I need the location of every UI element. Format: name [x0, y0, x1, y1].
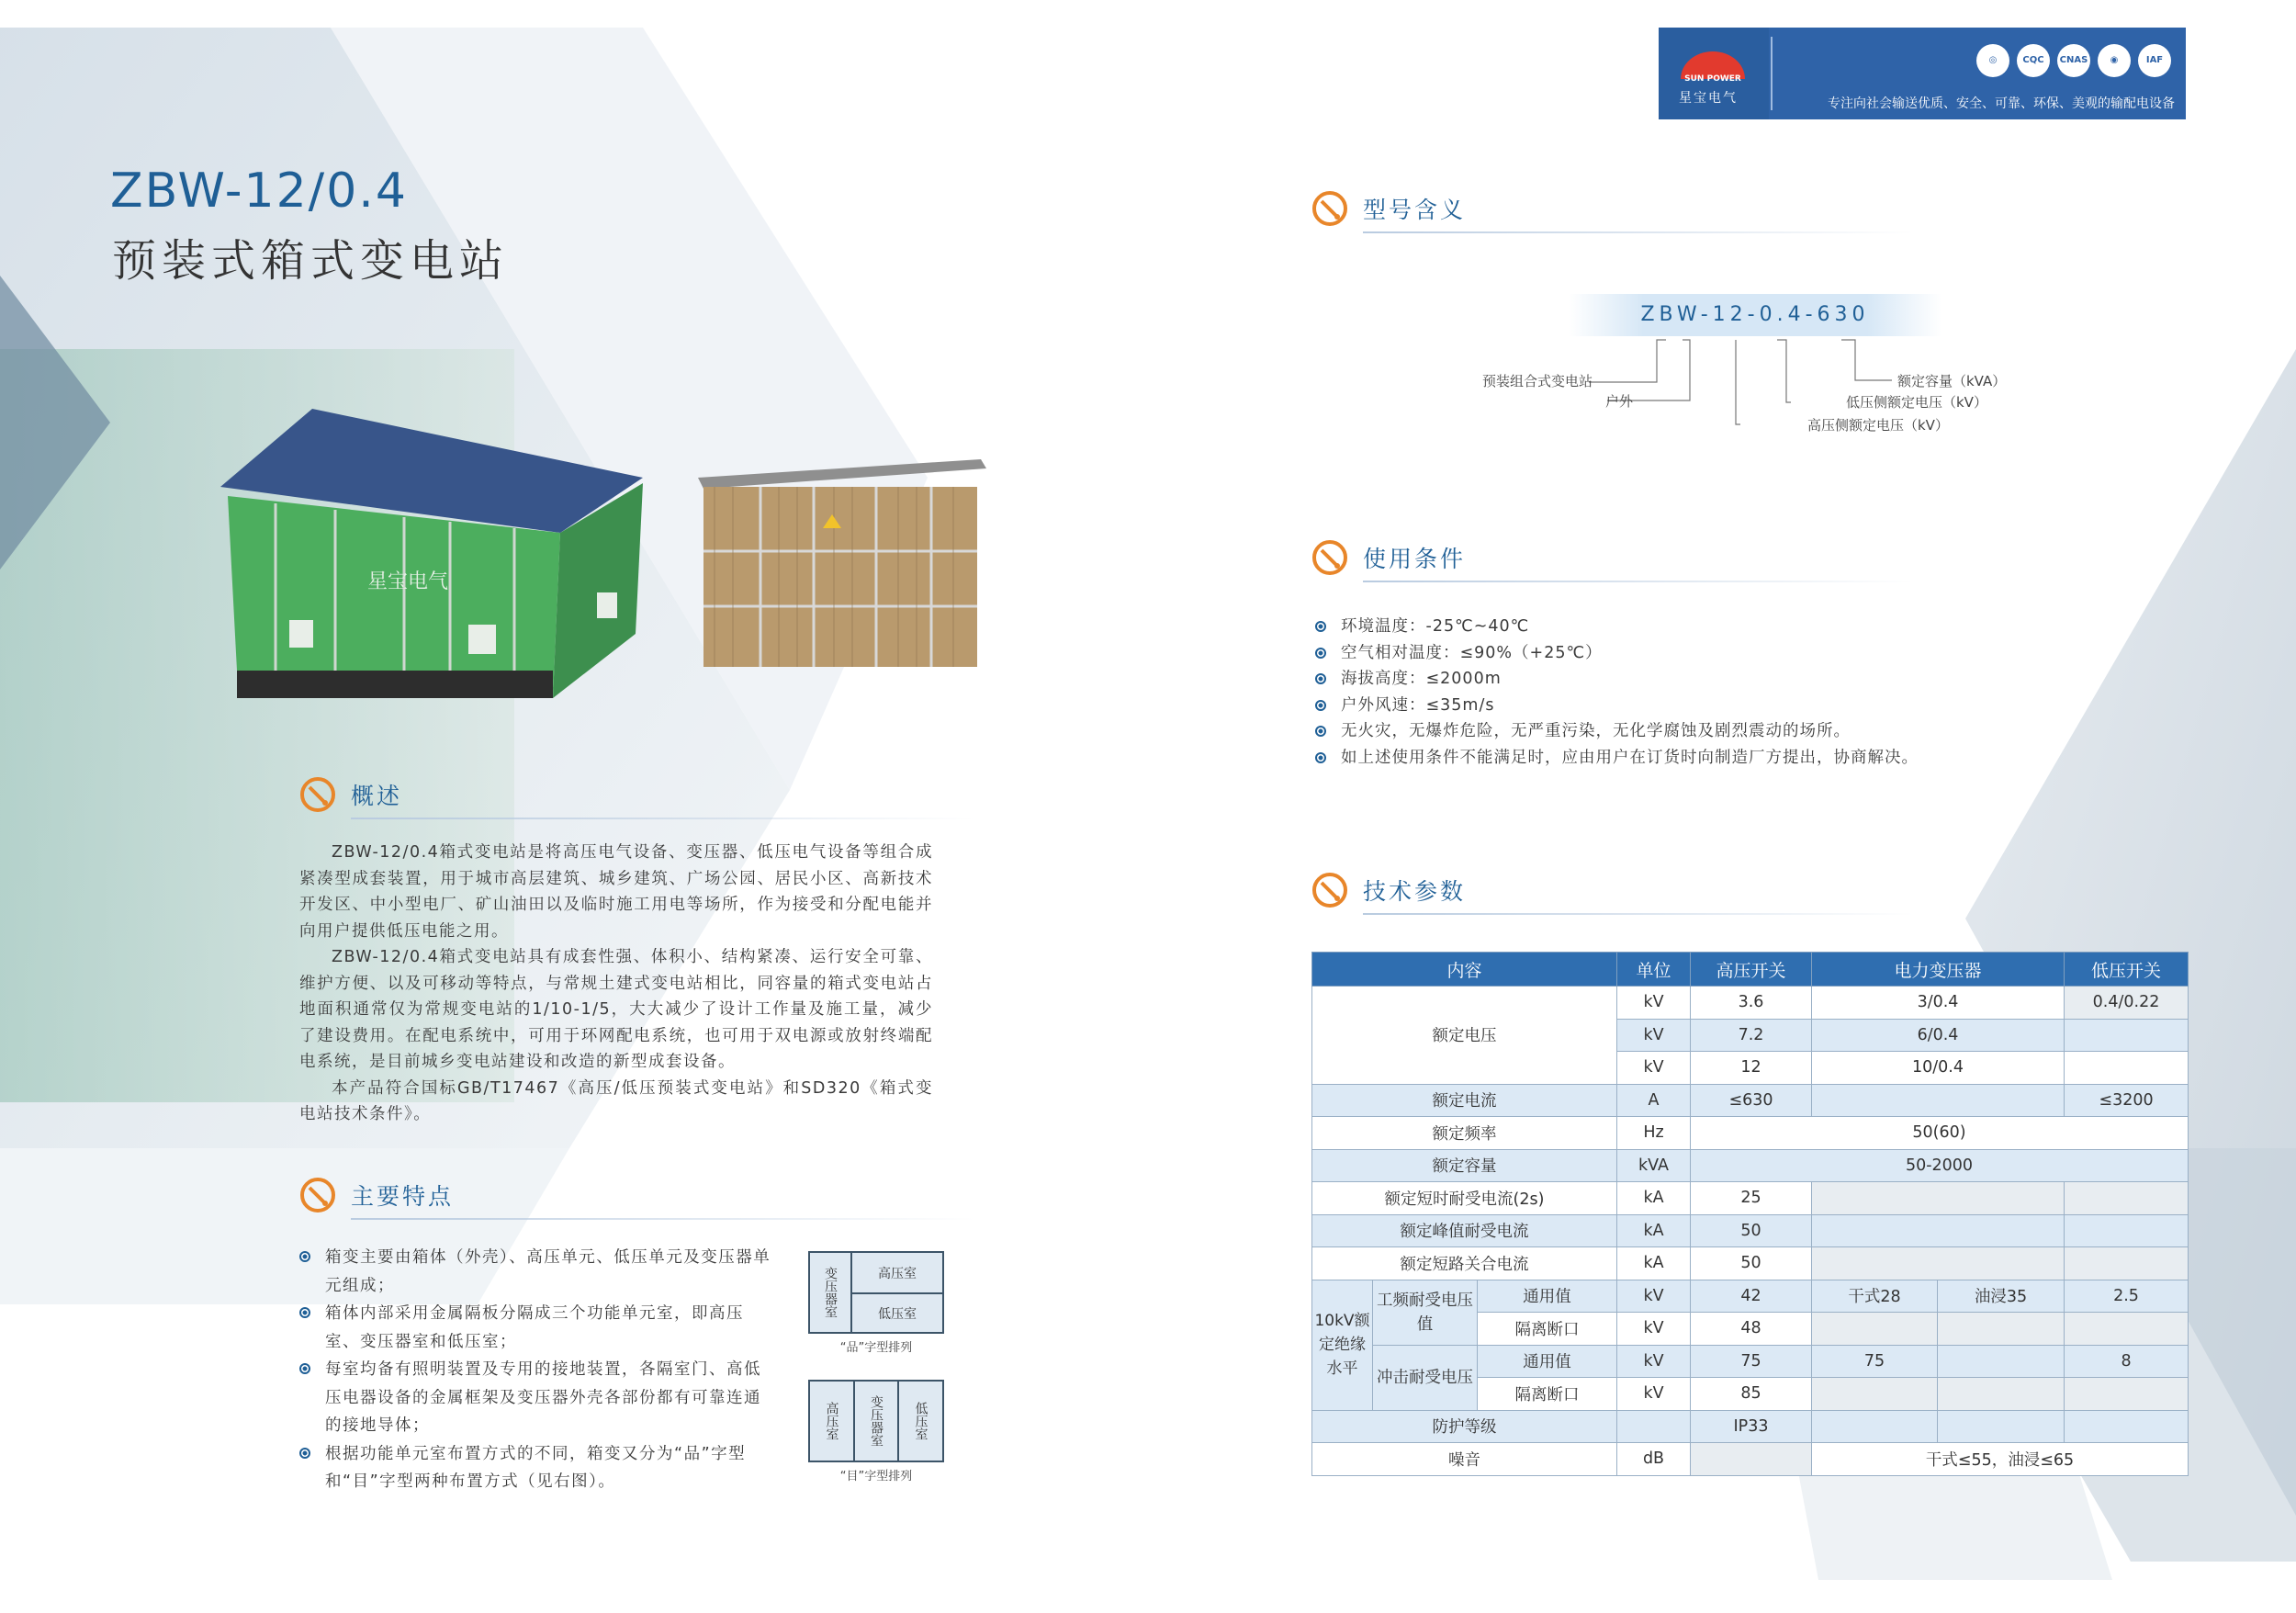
table-row: 10kV额定绝缘水平 工频耐受电压值 通用值 kV 42 干式28 油浸35 2.5: [1312, 1280, 2189, 1313]
mu-lv-room: 低压室: [913, 1402, 929, 1440]
cabinet-brand-text: 星宝电气: [367, 570, 449, 593]
overview-heading: [299, 772, 402, 818]
overview-paragraph-3: 本产品符合国标GB/T17467《高压/低压预装式变电站》和SD320《箱式变电站技术条件》。: [299, 1078, 933, 1123]
cert-4-icon: ◉: [2098, 44, 2131, 77]
table-row: 隔离断口 kV 48: [1312, 1313, 2189, 1346]
table-row: 隔离断口 kV 85: [1312, 1378, 2189, 1411]
model-heading: [1311, 186, 1466, 231]
cert-1-icon: ◎: [1976, 44, 2009, 77]
svg-text:SUN POWER: SUN POWER: [1684, 74, 1741, 84]
bullet-icon: [1315, 700, 1326, 711]
product-model-title: ZBW-12/0.4: [110, 164, 408, 219]
table-row: kV 12 10/0.4: [1312, 1052, 2189, 1085]
overview-paragraph-1: ZBW-12/0.4箱式变电站是将高压电气设备、变压器、低压电气设备等组合成紧凑型成套装置，用于城市高层建筑、城乡建筑、广场公园、居民小区、高新技术开发区、中小型电厂、矿山油田以及临时施工用电等场所，作为接受和分配电能并向用户提供低压电能之用。: [299, 843, 933, 941]
col-header-lv-switch: 低压开关: [2065, 953, 2189, 987]
pin-hv-room: 高压室: [852, 1253, 942, 1294]
table-row: kV 7.2 6/0.4: [1312, 1019, 2189, 1052]
wrench-icon: [1311, 539, 1348, 576]
conditions-list: [1315, 614, 2142, 772]
col-header-unit: 单位: [1617, 953, 1691, 987]
pin-transformer-room: 变压器室: [810, 1253, 852, 1332]
features-heading-label: 主要特点: [351, 1183, 455, 1210]
overview-text: [299, 840, 933, 1128]
pin-lv-room: 低压室: [878, 1306, 917, 1322]
bullet-icon: [299, 1251, 310, 1262]
bullet-icon: [1315, 673, 1326, 684]
list-item: 海拔高度：≤2000m: [1315, 666, 2142, 693]
product-name-title: 预装式箱式变电站: [112, 235, 510, 287]
table-row: 额定短时耐受电流(2s) kA 25: [1312, 1182, 2189, 1215]
bullet-icon: [1315, 621, 1326, 632]
table-row: 额定峰值耐受电流 kA 50: [1312, 1214, 2189, 1247]
model-label-combined: 预装组合式变电站: [1482, 373, 1593, 389]
model-label-lv-voltage: 低压侧额定电压（kV）: [1846, 394, 1987, 411]
wrench-icon: [299, 1177, 336, 1213]
model-label-outdoor: 户外: [1605, 393, 1634, 410]
pin-layout-diagram: [808, 1251, 944, 1334]
features-heading: [299, 1172, 454, 1218]
wood-substation-photo: [696, 459, 990, 676]
col-header-hv-switch: 高压开关: [1691, 953, 1812, 987]
col-header-content: 内容: [1312, 953, 1617, 987]
list-item: 环境温度：-25℃~40℃: [1315, 614, 2142, 640]
table-header-row: [1312, 953, 2189, 987]
pin-layout-caption: “品”字型排列: [839, 1341, 913, 1355]
wrench-icon: [1311, 190, 1348, 227]
bullet-icon: [299, 1307, 310, 1318]
bullet-icon: [1315, 648, 1326, 659]
tech-spec-table: [1311, 952, 2189, 1476]
mu-layout-diagram: [808, 1380, 944, 1462]
table-row: 防护等级 IP33: [1312, 1410, 2189, 1443]
bullet-icon: [1315, 752, 1326, 763]
mu-hv-room: 高压室: [810, 1382, 855, 1461]
list-item: 每室均备有照明装置及专用的接地装置，各隔室门、高低压电器设备的金属框架及变压器外壳各部份都有可靠连通的接地导体；: [299, 1356, 777, 1440]
model-code: ZBW-12-0.4-630: [1569, 294, 1941, 336]
iaf-icon: IAF: [2138, 44, 2171, 77]
wrench-icon: [299, 776, 336, 813]
list-item: 如上述使用条件不能满足时，应由用户在订货时向制造厂方提出，协商解决。: [1315, 745, 2142, 772]
mu-transformer-room: 变压器室: [855, 1382, 899, 1461]
overview-paragraph-2: ZBW-12/0.4箱式变电站具有成套性强、体积小、结构紧凑、运行安全可靠、维护方便、以及可移动等特点，与常规土建式变电站相比，同容量的箱式变电站占地面积通常仅为常规变电站的1/10-1/5，大大减少了设计工作量及施工量，减少了建设费用。在配电系统中，可用于环网配电系统，也可用于双电源或放射终端配电系统，是目前城乡变电站建设和改造的新型成套设备。: [299, 948, 933, 1071]
wrench-icon: [1311, 872, 1348, 908]
overview-heading-label: 概述: [351, 783, 403, 809]
bullet-icon: [1315, 726, 1326, 737]
table-row: 额定短路关合电流 kA 50: [1312, 1247, 2189, 1280]
bullet-icon: [299, 1363, 310, 1374]
features-list: [299, 1244, 777, 1496]
cnas-icon: CNAS: [2057, 44, 2090, 77]
list-item: 根据功能单元室布置方式的不同，箱变又分为“品”字型和“目”字型两种布置方式（见右图）。: [299, 1440, 777, 1496]
table-row: 冲击耐受电压 通用值 kV 75 75 8: [1312, 1345, 2189, 1378]
cqc-icon: CQC: [2017, 44, 2050, 77]
table-row: 噪音 dB 干式≤55，油浸≤65: [1312, 1443, 2189, 1476]
table-row: 额定电流 A ≤630 ≤3200: [1312, 1084, 2189, 1117]
tech-heading: [1311, 867, 1466, 913]
conditions-heading-label: 使用条件: [1363, 546, 1467, 572]
brand-slogan: 专注向社会输送优质、安全、可靠、环保、美观的输配电设备: [1828, 96, 2175, 111]
model-label-capacity: 额定容量（kVA）: [1897, 373, 2007, 389]
certification-badges: [1976, 44, 2171, 77]
brand-name: 星宝电气: [1679, 91, 1738, 106]
table-row: 额定电压 kV 3.6 3/0.4 0.4/0.22: [1312, 987, 2189, 1020]
brand-header: [1659, 28, 2186, 119]
mu-layout-caption: “目”字型排列: [839, 1470, 913, 1483]
model-heading-label: 型号含义: [1363, 197, 1467, 223]
model-label-hv-voltage: 高压侧额定电压（kV）: [1807, 417, 1949, 434]
table-row: 额定频率 Hz 50(60): [1312, 1117, 2189, 1150]
list-item: 箱体内部采用金属隔板分隔成三个功能单元室，即高压室、变压器室和低压室；: [299, 1300, 777, 1356]
list-item: 空气相对温度：≤90%（+25℃）: [1315, 640, 2142, 667]
bullet-icon: [299, 1448, 310, 1459]
tech-heading-label: 技术参数: [1363, 878, 1467, 905]
list-item: 无火灾，无爆炸危险，无严重污染，无化学腐蚀及剧烈震动的场所。: [1315, 718, 2142, 745]
green-substation-photo: [211, 395, 652, 726]
table-row: 额定容量 kVA 50-2000: [1312, 1149, 2189, 1182]
list-item: 户外风速：≤35m/s: [1315, 693, 2142, 719]
company-logo: [1659, 28, 1769, 119]
sun-logo-icon: [1675, 48, 1750, 85]
col-header-transformer: 电力变压器: [1812, 953, 2065, 987]
list-item: 箱变主要由箱体（外壳）、高压单元、低压单元及变压器单元组成；: [299, 1244, 777, 1300]
conditions-heading: [1311, 535, 1466, 581]
